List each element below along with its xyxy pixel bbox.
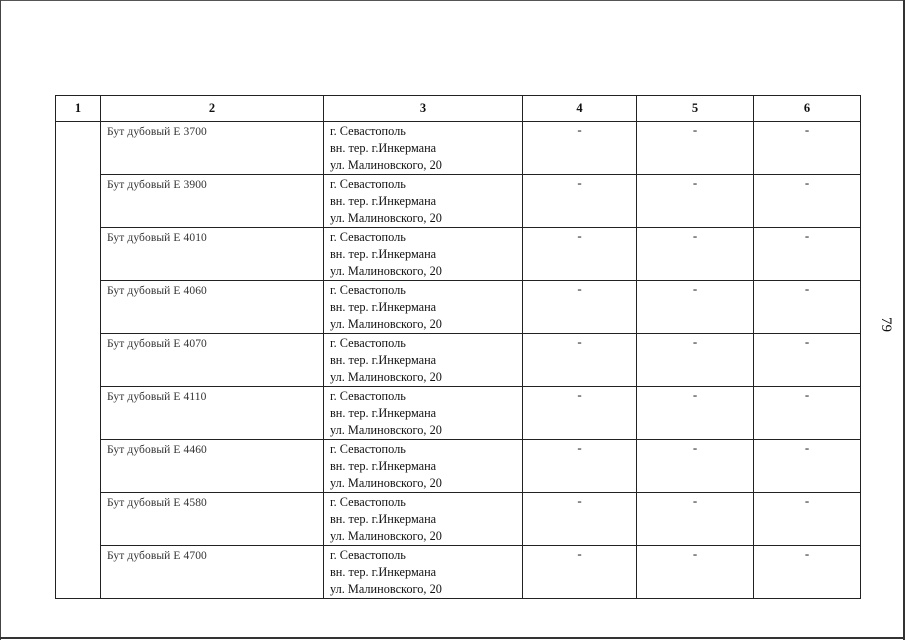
table-row [56,440,861,493]
column-6-value: - [754,175,861,228]
address-city: г. Севастополь [330,177,406,191]
column-5-value: - [637,228,754,281]
table-row [56,122,861,175]
column-6-value: - [754,228,861,281]
address-territory: вн. тер. г.Инкермана [330,459,437,473]
address-territory: вн. тер. г.Инкермана [330,194,437,208]
column-header-1: 1 [56,96,101,122]
column-6-value: - [754,387,861,440]
item-name-cell [101,175,324,228]
page-number: 79 [878,317,894,332]
table-row [56,334,861,387]
column-6-value: - [754,281,861,334]
address-street: ул. Малиновского, 20 [330,211,442,225]
address-street: ул. Малиновского, 20 [330,476,442,490]
page-border-left [0,0,1,640]
item-name-cell [101,440,324,493]
item-name-cell [101,493,324,546]
item-name: Бут дубовый Е 4070 [107,338,207,350]
address-cell [324,387,523,440]
page-border-top [0,0,905,1]
item-name: Бут дубовый Е 4460 [107,444,207,456]
column-4-value: - [523,175,637,228]
column-5-value: - [637,387,754,440]
address-street: ул. Малиновского, 20 [330,264,442,278]
address-street: ул. Малиновского, 20 [330,158,442,172]
column-5-value: - [637,546,754,599]
address-territory: вн. тер. г.Инкермана [330,512,437,526]
column-5-value: - [637,440,754,493]
address-cell [324,175,523,228]
address-city: г. Севастополь [330,389,406,403]
address-territory: вн. тер. г.Инкермана [330,406,437,420]
column-header-4: 4 [523,96,637,122]
address-territory: вн. тер. г.Инкермана [330,353,437,367]
item-name: Бут дубовый Е 4700 [107,550,207,562]
address-cell [324,546,523,599]
item-name: Бут дубовый Е 4580 [107,497,207,509]
column-4-value: - [523,334,637,387]
table-header-row [56,96,861,122]
column-5-value: - [637,122,754,175]
column-5-value: - [637,281,754,334]
address-city: г. Севастополь [330,548,406,562]
column-header-6: 6 [754,96,861,122]
table-row [56,228,861,281]
item-name: Бут дубовый Е 4110 [107,391,207,403]
address-territory: вн. тер. г.Инкермана [330,247,437,261]
address-city: г. Севастополь [330,495,406,509]
address-street: ул. Малиновского, 20 [330,529,442,543]
address-city: г. Севастополь [330,442,406,456]
address-territory: вн. тер. г.Инкермана [330,565,437,579]
column-6-value: - [754,493,861,546]
address-street: ул. Малиновского, 20 [330,582,442,596]
column-6-value: - [754,440,861,493]
table-row [56,546,861,599]
column-4-value: - [523,493,637,546]
address-cell [324,122,523,175]
address-street: ул. Малиновского, 20 [330,317,442,331]
column-4-value: - [523,440,637,493]
column-4-value: - [523,281,637,334]
table-row [56,387,861,440]
page-border-bottom [0,637,905,639]
row-number-cell [56,122,101,599]
address-cell [324,228,523,281]
address-city: г. Севастополь [330,230,406,244]
item-name-cell [101,546,324,599]
column-4-value: - [523,228,637,281]
column-header-3: 3 [324,96,523,122]
table-row [56,493,861,546]
column-6-value: - [754,334,861,387]
address-city: г. Севастополь [330,124,406,138]
column-6-value: - [754,122,861,175]
address-cell [324,334,523,387]
address-street: ул. Малиновского, 20 [330,423,442,437]
column-header-5: 5 [637,96,754,122]
item-name: Бут дубовый Е 4060 [107,285,207,297]
column-header-2: 2 [101,96,324,122]
item-name: Бут дубовый Е 4010 [107,232,207,244]
address-territory: вн. тер. г.Инкермана [330,300,437,314]
address-cell [324,493,523,546]
address-cell [324,440,523,493]
data-table [55,95,861,599]
item-name-cell [101,387,324,440]
column-4-value: - [523,546,637,599]
column-5-value: - [637,175,754,228]
item-name: Бут дубовый Е 3700 [107,126,207,138]
item-name-cell [101,228,324,281]
table-body [56,122,861,599]
table-row [56,175,861,228]
item-name-cell [101,281,324,334]
address-street: ул. Малиновского, 20 [330,370,442,384]
table-row [56,281,861,334]
address-city: г. Севастополь [330,336,406,350]
column-5-value: - [637,493,754,546]
item-name: Бут дубовый Е 3900 [107,179,207,191]
item-name-cell [101,334,324,387]
column-4-value: - [523,122,637,175]
item-name-cell [101,122,324,175]
column-4-value: - [523,387,637,440]
column-6-value: - [754,546,861,599]
address-cell [324,281,523,334]
address-territory: вн. тер. г.Инкермана [330,141,437,155]
address-city: г. Севастополь [330,283,406,297]
column-5-value: - [637,334,754,387]
